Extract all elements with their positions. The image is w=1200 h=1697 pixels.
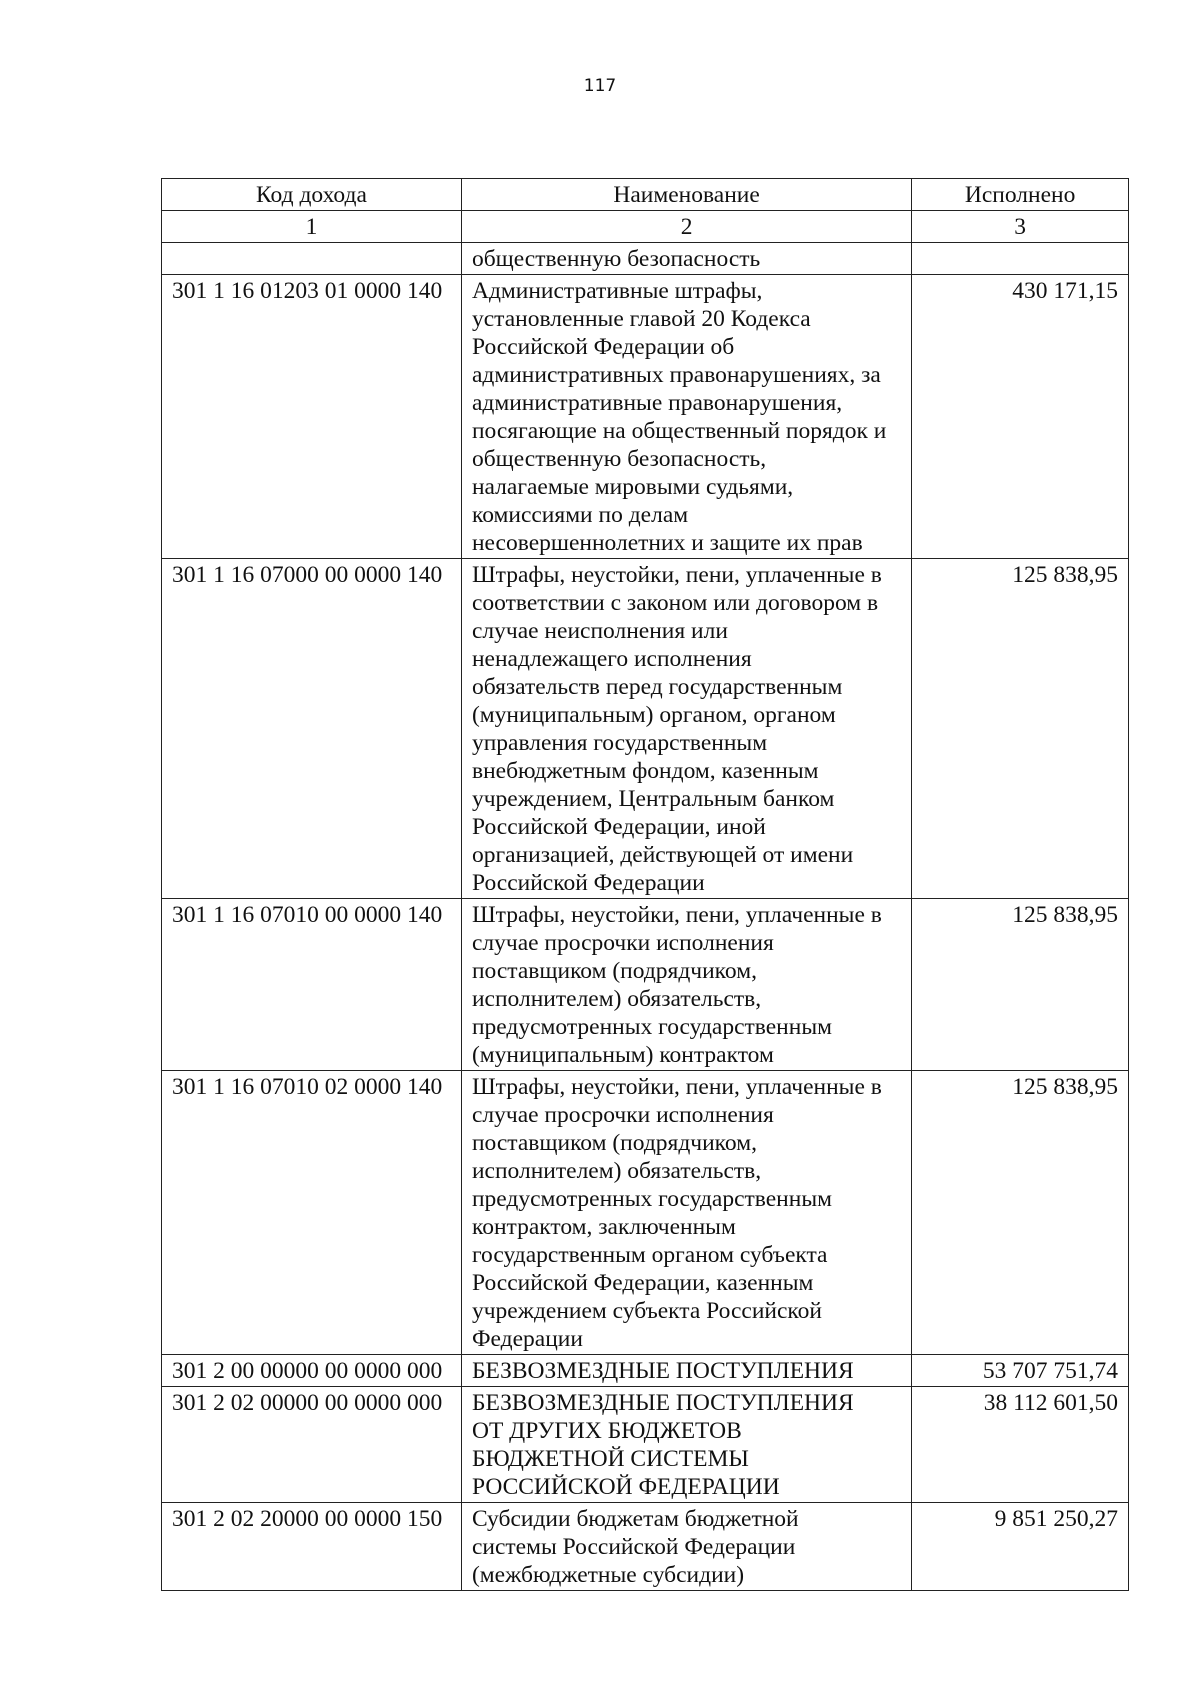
income-name: БЕЗВОЗМЕЗДНЫЕ ПОСТУПЛЕНИЯ <box>461 1355 911 1387</box>
executed-amount: 125 838,95 <box>912 559 1129 899</box>
table-row <box>162 899 1129 1071</box>
table-row <box>162 1355 1129 1387</box>
income-name: Штрафы, неустойки, пени, уплаченные в случае просрочки исполнения поставщиком (подрядчиком, исполнителем) обязательств, предусмотренных государственным (муниципальным) контрактом <box>461 899 911 1071</box>
income-code: 301 1 16 07010 02 0000 140 <box>162 1071 462 1355</box>
executed-amount: 38 112 601,50 <box>912 1387 1129 1503</box>
executed-amount: 430 171,15 <box>912 275 1129 559</box>
executed-amount: 125 838,95 <box>912 899 1129 1071</box>
header-code: Код дохода <box>162 179 462 211</box>
executed-amount: 125 838,95 <box>912 1071 1129 1355</box>
table-row <box>162 275 1129 559</box>
column-number-1: 1 <box>162 211 462 243</box>
table-row <box>162 1071 1129 1355</box>
table-column-numbers-row <box>162 211 1129 243</box>
executed-amount: 53 707 751,74 <box>912 1355 1129 1387</box>
header-name: Наименование <box>461 179 911 211</box>
table-header-row <box>162 179 1129 211</box>
table-row <box>162 1387 1129 1503</box>
table-row <box>162 243 1129 275</box>
income-code: 301 2 00 00000 00 0000 000 <box>162 1355 462 1387</box>
income-code <box>162 243 462 275</box>
income-code: 301 1 16 07010 00 0000 140 <box>162 899 462 1071</box>
table-row <box>162 559 1129 899</box>
income-code: 301 1 16 01203 01 0000 140 <box>162 275 462 559</box>
column-number-3: 3 <box>912 211 1129 243</box>
income-code: 301 2 02 00000 00 0000 000 <box>162 1387 462 1503</box>
income-name: Административные штрафы, установленные главой 20 Кодекса Российской Федерации об административных правонарушениях, за административные правонарушения, посягающие на общественный порядок и общественную безопасность, налагаемые мировыми судьями, комиссиями по делам несовершеннолетних и защите их прав <box>461 275 911 559</box>
header-amount: Исполнено <box>912 179 1129 211</box>
income-name: Штрафы, неустойки, пени, уплаченные в соответствии с законом или договором в случае неисполнения или ненадлежащего исполнения обязательств перед государственным (муниципальным) органом, органом управления государственным внебюджетным фондом, казенным учреждением, Центральным банком Российской Федерации, иной организацией, действующей от имени Российской Федерации <box>461 559 911 899</box>
income-name: Штрафы, неустойки, пени, уплаченные в случае просрочки исполнения поставщиком (подрядчиком, исполнителем) обязательств, предусмотренных государственным контрактом, заключенным государственным органом субъекта Российской Федерации, казенным учреждением субъекта Российской Федерации <box>461 1071 911 1355</box>
income-name: БЕЗВОЗМЕЗДНЫЕ ПОСТУПЛЕНИЯ ОТ ДРУГИХ БЮДЖЕТОВ БЮДЖЕТНОЙ СИСТЕМЫ РОССИЙСКОЙ ФЕДЕРАЦИИ <box>461 1387 911 1503</box>
revenue-table <box>161 178 1129 1591</box>
table-row <box>162 1503 1129 1591</box>
income-code: 301 1 16 07000 00 0000 140 <box>162 559 462 899</box>
income-name: Субсидии бюджетам бюджетной системы Российской Федерации (межбюджетные субсидии) <box>461 1503 911 1591</box>
page-number: 117 <box>583 76 617 96</box>
column-number-2: 2 <box>461 211 911 243</box>
income-name: общественную безопасность <box>461 243 911 275</box>
executed-amount: 9 851 250,27 <box>912 1503 1129 1591</box>
executed-amount <box>912 243 1129 275</box>
income-code: 301 2 02 20000 00 0000 150 <box>162 1503 462 1591</box>
